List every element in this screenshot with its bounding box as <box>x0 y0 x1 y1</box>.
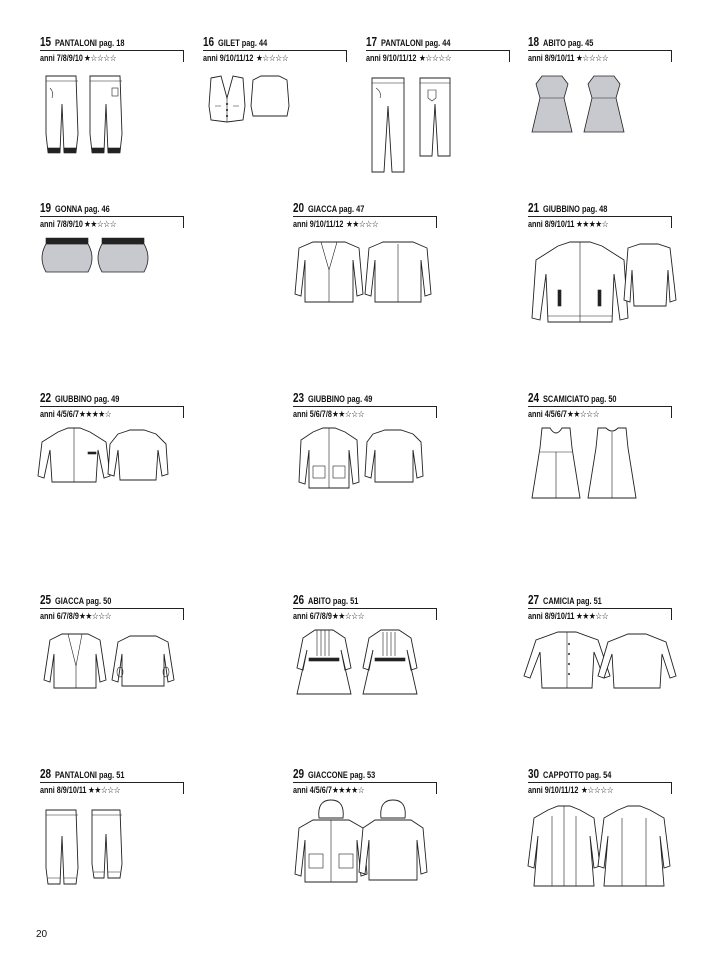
item-title: SCAMICIATO pag. 50 <box>543 394 617 404</box>
difficulty-stars: ★★☆☆☆ <box>78 611 111 621</box>
item-ages: anni 8/9/10/11 <box>528 219 575 229</box>
item-number: 16 <box>203 35 215 49</box>
item-title: GIACCONE pag. 53 <box>308 770 376 780</box>
item-title: GIUBBINO pag. 49 <box>308 394 373 404</box>
pattern-item-21[interactable] <box>528 202 678 229</box>
item-title: CAMICIA pag. 51 <box>543 596 602 606</box>
item-title: GONNA pag. 46 <box>55 204 110 214</box>
jacket-sketch <box>40 632 180 692</box>
difficulty-stars: ★☆☆☆☆ <box>419 53 452 63</box>
pattern-item-19[interactable] <box>40 202 190 229</box>
item-number: 25 <box>40 593 52 607</box>
item-ages: anni 6/7/8/9 <box>293 611 332 621</box>
difficulty-stars: ★★☆☆☆ <box>331 409 364 419</box>
difficulty-stars: ★★★★☆ <box>78 409 111 419</box>
item-title: GILET pag. 44 <box>218 38 268 48</box>
pattern-item-29[interactable] <box>293 768 443 795</box>
pattern-item-26[interactable] <box>293 594 443 621</box>
pinafore-dress-sketch <box>528 428 648 503</box>
pattern-item-24[interactable] <box>528 392 678 419</box>
item-ages: anni 4/5/6/7 <box>293 785 332 795</box>
item-ages: anni 9/10/11/12 <box>366 53 417 63</box>
pattern-item-18[interactable] <box>528 36 678 63</box>
shirt-sketch <box>528 630 678 690</box>
difficulty-stars: ★★☆☆☆ <box>346 219 379 229</box>
pattern-item-27[interactable] <box>528 594 678 621</box>
pattern-item-23[interactable] <box>293 392 443 419</box>
page-number: 20 <box>36 929 48 940</box>
item-number: 19 <box>40 201 52 215</box>
jacket-sketch <box>40 428 170 488</box>
item-title: PANTALONI pag. 18 <box>55 38 125 48</box>
waistcoat-sketch <box>203 76 293 126</box>
item-ages: anni 9/10/11/12 <box>528 785 579 795</box>
trousers-sketch <box>40 808 130 888</box>
pattern-item-16[interactable] <box>203 36 353 63</box>
difficulty-stars: ★★☆☆☆ <box>83 219 116 229</box>
difficulty-stars: ★★★★☆ <box>576 219 609 229</box>
item-ages: anni 5/6/7/8 <box>293 409 332 419</box>
item-title: GIACCA pag. 47 <box>308 204 365 214</box>
difficulty-stars: ★★★☆☆ <box>576 611 609 621</box>
jacket-sketch <box>293 240 443 310</box>
difficulty-stars: ★★☆☆☆ <box>331 611 364 621</box>
dress-sketch <box>528 76 638 136</box>
item-ages: anni 6/7/8/9 <box>40 611 79 621</box>
item-number: 26 <box>293 593 305 607</box>
item-ages: anni 8/9/10/11 <box>40 785 87 795</box>
dress-sketch <box>293 628 433 698</box>
item-title: GIUBBINO pag. 49 <box>55 394 120 404</box>
item-ages: anni 9/10/11/12 <box>203 53 254 63</box>
pattern-item-30[interactable] <box>528 768 678 795</box>
item-number: 22 <box>40 391 52 405</box>
item-number: 20 <box>293 201 305 215</box>
item-number: 30 <box>528 767 540 781</box>
hooded-coat-sketch <box>293 800 433 885</box>
trousers-sketch <box>366 76 456 176</box>
item-title: PANTALONI pag. 51 <box>55 770 125 780</box>
item-number: 18 <box>528 35 540 49</box>
item-number: 24 <box>528 391 540 405</box>
item-ages: anni 7/8/9/10 <box>40 219 83 229</box>
item-number: 28 <box>40 767 52 781</box>
bomber-jacket-sketch <box>528 240 678 330</box>
item-ages: anni 4/5/6/7 <box>40 409 79 419</box>
item-number: 21 <box>528 201 540 215</box>
difficulty-stars: ★★☆☆☆ <box>566 409 599 419</box>
difficulty-stars: ★☆☆☆☆ <box>83 53 116 63</box>
item-title: GIUBBINO pag. 48 <box>543 204 608 214</box>
difficulty-stars: ★☆☆☆☆ <box>581 785 614 795</box>
item-number: 29 <box>293 767 305 781</box>
skirt-sketch <box>40 236 150 276</box>
difficulty-stars: ★☆☆☆☆ <box>256 53 289 63</box>
item-ages: anni 8/9/10/11 <box>528 53 575 63</box>
item-title: ABITO pag. 51 <box>308 596 359 606</box>
pattern-item-28[interactable] <box>40 768 190 795</box>
item-title: PANTALONI pag. 44 <box>381 38 451 48</box>
pattern-item-15[interactable] <box>40 36 190 63</box>
item-ages: anni 9/10/11/12 <box>293 219 344 229</box>
item-title: CAPPOTTO pag. 54 <box>543 770 612 780</box>
item-number: 23 <box>293 391 305 405</box>
jacket-sketch <box>293 428 423 493</box>
item-title: GIACCA pag. 50 <box>55 596 112 606</box>
item-number: 15 <box>40 35 52 49</box>
item-title: ABITO pag. 45 <box>543 38 594 48</box>
item-ages: anni 7/8/9/10 <box>40 53 83 63</box>
pattern-item-20[interactable] <box>293 202 443 229</box>
item-number: 27 <box>528 593 540 607</box>
item-ages: anni 8/9/10/11 <box>528 611 575 621</box>
pattern-item-25[interactable] <box>40 594 190 621</box>
item-number: 17 <box>366 35 378 49</box>
item-ages: anni 4/5/6/7 <box>528 409 567 419</box>
trousers-sketch <box>40 74 130 164</box>
pattern-item-17[interactable] <box>366 36 516 63</box>
difficulty-stars: ★★★★☆ <box>331 785 364 795</box>
difficulty-stars: ★★☆☆☆ <box>88 785 121 795</box>
coat-sketch <box>528 806 678 891</box>
pattern-item-22[interactable] <box>40 392 190 419</box>
difficulty-stars: ★☆☆☆☆ <box>576 53 609 63</box>
